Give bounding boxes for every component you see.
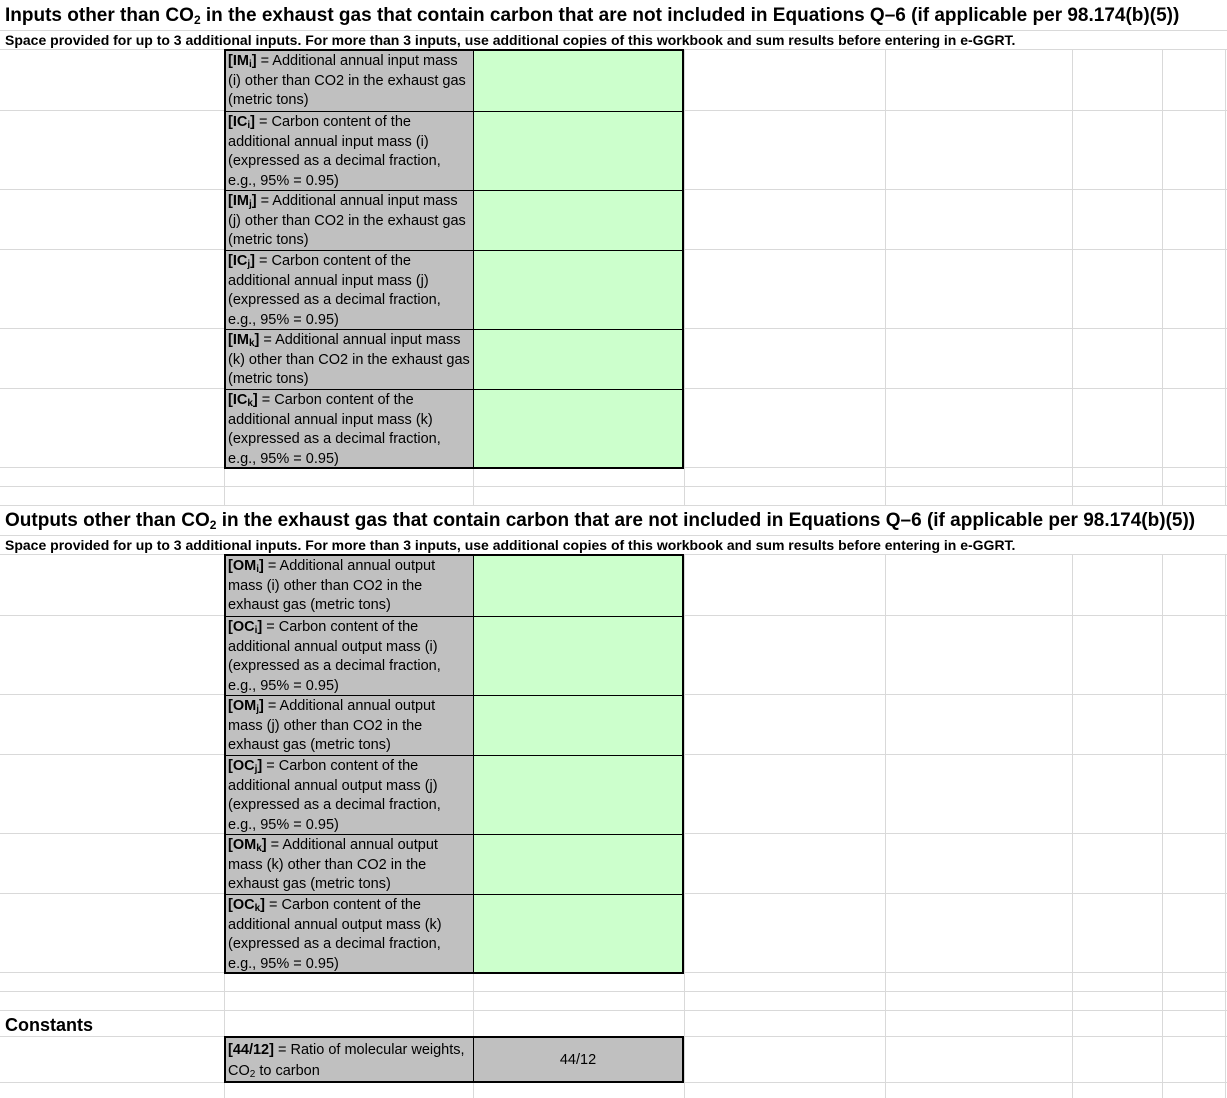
table-row [226, 112, 682, 191]
oc-j-input-cell[interactable] [474, 756, 682, 835]
table-row [226, 756, 682, 835]
table-row [226, 251, 682, 330]
row-label: $[IM_k]$ = Additional annual input mass (k) other than CO2 in the exhaust gas (metric tons) [226, 330, 473, 390]
outputs-section-title: Outputs other than $CO_2$ in the exhaust gas that contain carbon that are not included in Equations Q–6 (if applicable per 98.174(b)(5)) [5, 510, 1196, 532]
im-k-input-cell[interactable] [474, 330, 682, 390]
om-i-input-cell[interactable] [474, 556, 682, 617]
table-row [226, 617, 682, 696]
table-row [226, 895, 682, 972]
row-label: $[OM_j]$ = Additional annual output mass (j) other than CO2 in the exhaust gas (metric tons) [226, 696, 473, 756]
row-label: $[IM_j]$ = Additional annual input mass (j) other than CO2 in the exhaust gas (metric tons) [226, 191, 473, 251]
ic-i-input-cell[interactable] [474, 112, 682, 191]
row-label: $[OM_k]$ = Additional annual output mass (k) other than CO2 in the exhaust gas (metric tons) [226, 835, 473, 895]
row-label: $[IC_j]$ = Carbon content of the additional annual input mass (j) (expressed as a decimal fraction, e.g., 95% = 0.95) [226, 251, 473, 330]
ic-j-input-cell[interactable] [474, 251, 682, 330]
row-label: $[OC_j]$ = Carbon content of the additional annual output mass (j) (expressed as a decimal fraction, e.g., 95% = 0.95) [226, 756, 473, 835]
inputs-table [224, 49, 684, 469]
om-j-input-cell[interactable] [474, 696, 682, 756]
table-row [226, 1038, 682, 1081]
table-row [226, 556, 682, 617]
im-j-input-cell[interactable] [474, 191, 682, 251]
table-row [226, 51, 682, 112]
constants-table [224, 1036, 684, 1083]
table-row [226, 696, 682, 756]
inputs-section-title: Inputs other than $CO_2$ in the exhaust gas that contain carbon that are not included in Equations Q–6 (if applicable per 98.174(b)(5)) [5, 5, 1180, 27]
row-label: [44/12] = Ratio of molecular weights, $CO_2$ to carbon [226, 1038, 473, 1081]
table-row [226, 330, 682, 390]
table-row [226, 835, 682, 895]
table-row [226, 390, 682, 467]
constants-title: Constants [5, 1015, 94, 1035]
row-label: $[OC_i]$ = Carbon content of the additional annual output mass (i) (expressed as a decimal fraction, e.g., 95% = 0.95) [226, 617, 473, 696]
row-label: $[IC_k]$ = Carbon content of the additional annual input mass (k) (expressed as a decimal fraction, e.g., 95% = 0.95) [226, 390, 473, 467]
ic-k-input-cell[interactable] [474, 390, 682, 467]
outputs-table [224, 554, 684, 974]
row-label: $[OC_k]$ = Carbon content of the additional annual output mass (k) (expressed as a decimal fraction, e.g., 95% = 0.95) [226, 895, 473, 972]
row-label: $[OM_i]$ = Additional annual output mass (i) other than CO2 in the exhaust gas (metric tons) [226, 556, 473, 617]
ratio-value-cell: 44/12 [474, 1038, 682, 1081]
im-i-input-cell[interactable] [474, 51, 682, 112]
oc-i-input-cell[interactable] [474, 617, 682, 696]
row-label: $[IC_i]$ = Carbon content of the additional annual input mass (i) (expressed as a decimal fraction, e.g., 95% = 0.95) [226, 112, 473, 191]
table-row [226, 191, 682, 251]
row-label: $[IM_i]$ = Additional annual input mass (i) other than CO2 in the exhaust gas (metric tons) [226, 51, 473, 112]
inputs-section-note: Space provided for up to 3 additional inputs. For more than 3 inputs, use additional copies of this workbook and sum results before entering in e-GGRT. [5, 32, 1016, 48]
outputs-section-note: Space provided for up to 3 additional inputs. For more than 3 inputs, use additional copies of this workbook and sum results before entering in e-GGRT. [5, 537, 1016, 553]
om-k-input-cell[interactable] [474, 835, 682, 895]
oc-k-input-cell[interactable] [474, 895, 682, 972]
